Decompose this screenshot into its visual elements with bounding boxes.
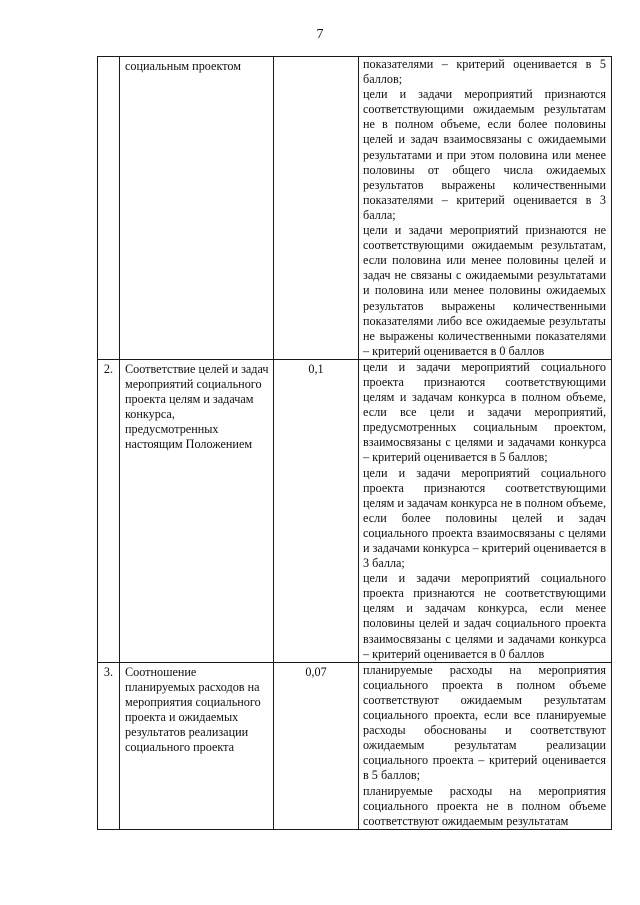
weight-cell: 0,07 (274, 662, 359, 829)
description-paragraph: цели и задачи мероприятий социального проекта признаются не соответствующими целям и задачам конкурса, если менее половины целей и задач социального проекта взаимосвязаны с целями и задачами конкурса – критерий оценивается в 0 баллов (363, 571, 606, 661)
row-number-cell: 3. (98, 662, 120, 829)
page-number: 7 (316, 27, 324, 42)
table-row (98, 359, 612, 662)
criterion-name-cell: Соответствие целей и задач мероприятий социального проекта целям и задачам конкурса, предусмотренных настоящим Положением (120, 359, 274, 662)
description-paragraph: цели и задачи мероприятий социального проекта признаются соответствующими целям и задачам конкурса не в полном объеме, если более половины целей и задач социального проекта взаимосвязаны с целями и задачами конкурса – критерий оценивается в 3 балла; (363, 465, 606, 571)
table-row (98, 662, 612, 829)
description-paragraph: планируемые расходы на мероприятия социального проекта не в полном объеме соответствуют ожидаемым результатам (363, 783, 606, 828)
criterion-description-cell (359, 359, 612, 662)
criterion-name-cell: социальным проектом (120, 57, 274, 360)
criteria-table (97, 56, 612, 830)
weight-cell: 0,1 (274, 359, 359, 662)
row-number-cell (98, 57, 120, 360)
criterion-description-cell (359, 57, 612, 360)
description-paragraph: цели и задачи мероприятий признаются соответствующими ожидаемым результатам не в полном объеме, если более половины целей и задач взаимосвязаны с ожидаемыми результатами и при этом половина или менее половины от общего числа ожидаемых результатов выражены количественными показателями – критерий оценивается в 3 балла; (363, 87, 606, 222)
table-row (98, 57, 612, 360)
weight-cell (274, 57, 359, 360)
description-paragraph: показателями – критерий оценивается в 5 баллов; (363, 57, 606, 87)
description-paragraph: планируемые расходы на мероприятия социального проекта в полном объеме соответствуют ожидаемым результатам социального проекта, если все планируемые расходы обоснованы и соответствуют ожидаемым результатам реализации социального проекта – критерий оценивается в 5 баллов; (363, 662, 606, 783)
description-paragraph: цели и задачи мероприятий социального проекта признаются соответствующими целям и задачам конкурса в полном объеме, если все цели и задачи мероприятий, предусмотренных социальным проектом, взаимосвязаны с целями и задачами конкурса – критерий оценивается в 5 баллов; (363, 359, 606, 465)
criterion-name-cell: Соотношение планируемых расходов на мероприятия социального проекта и ожидаемых результатов реализации социального проекта (120, 662, 274, 829)
row-number-cell: 2. (98, 359, 120, 662)
description-paragraph: цели и задачи мероприятий признаются не соответствующими ожидаемым результатам, если половина или менее половины целей и задач не связаны с ожидаемыми результатами и половина или менее половины ожидаемых результатов выражены количественными показателями либо все ожидаемые результаты не выражены количественными показателями – критерий оценивается в 0 баллов (363, 223, 606, 358)
criterion-description-cell (359, 662, 612, 829)
